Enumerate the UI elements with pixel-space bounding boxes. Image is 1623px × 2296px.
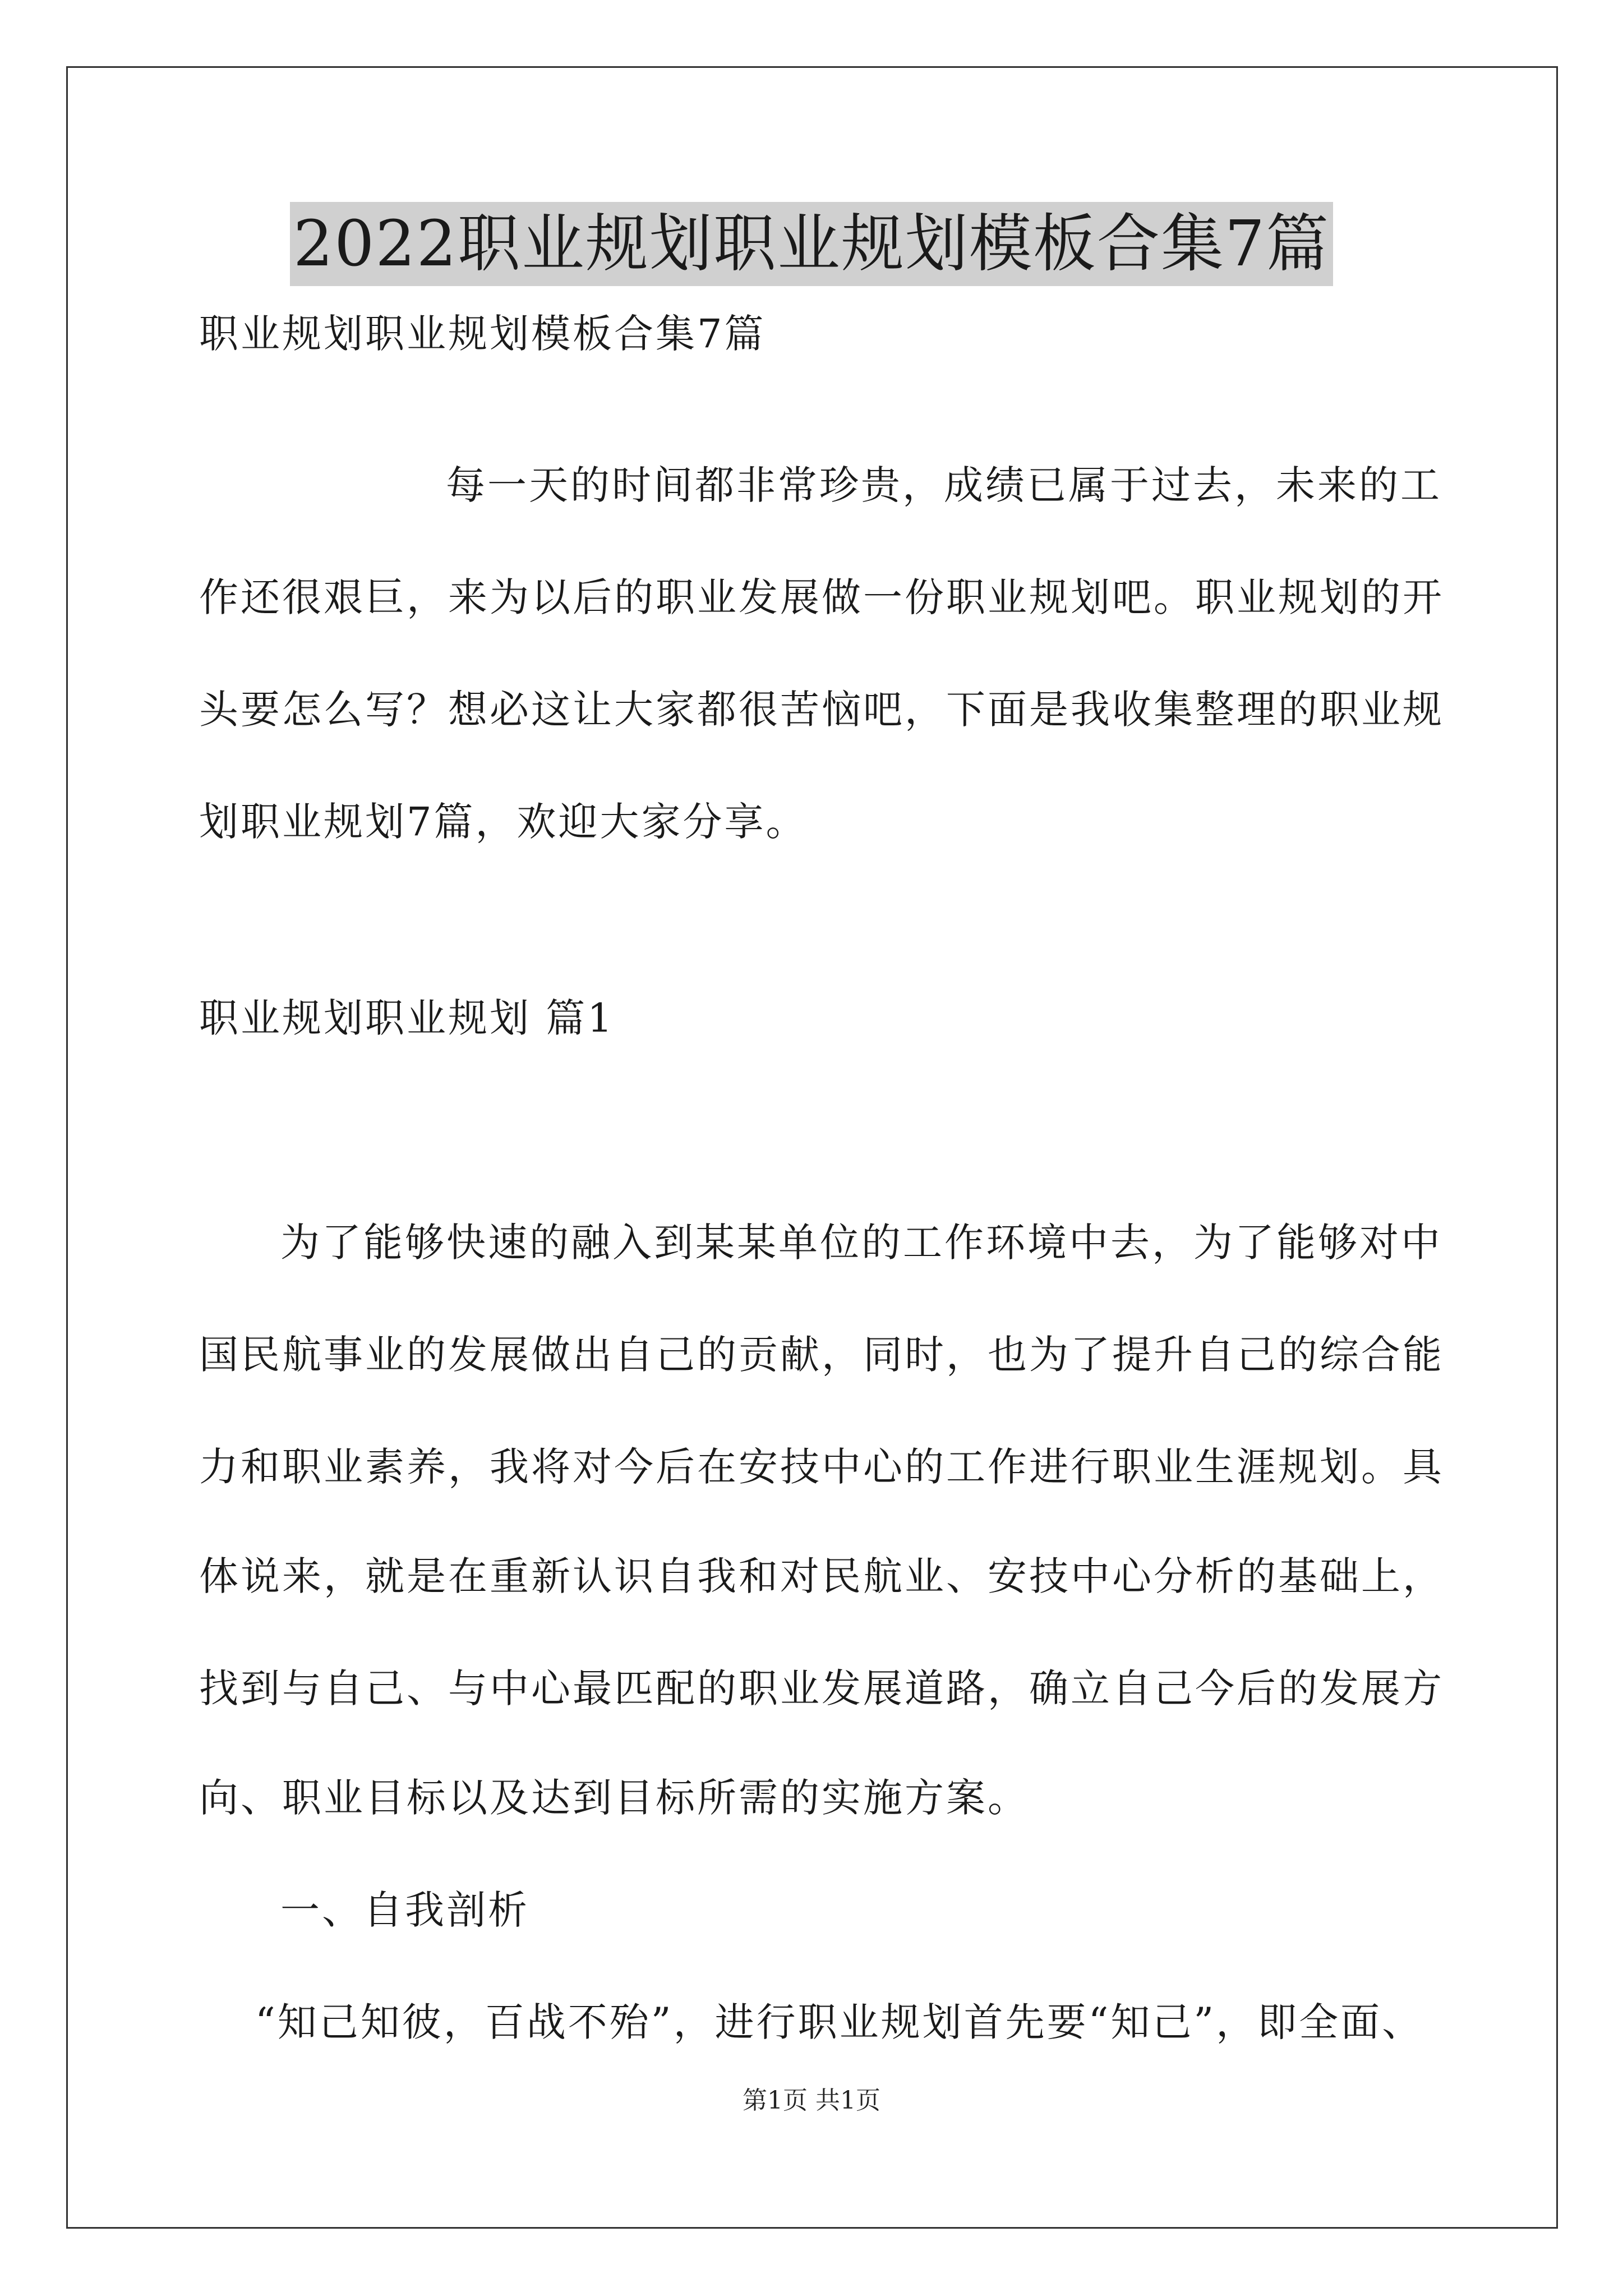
- section-heading: 职业规划职业规划 篇1: [199, 995, 615, 1041]
- subsection-heading: 一、自我剖析: [280, 1887, 529, 1933]
- body-line-6: 向、职业目标以及达到目标所需的实施方案。: [199, 1775, 1029, 1821]
- body-line-4: 体说来，就是在重新认识自我和对民航业、安技中心分析的基础上，: [199, 1553, 1444, 1599]
- body-line-7: “知己知彼，百战不殆”，进行职业规划首先要“知己”，即全面、: [255, 1999, 1424, 2045]
- intro-line-4: 划职业规划7篇，欢迎大家分享。: [199, 799, 808, 845]
- body-line-3: 力和职业素养，我将对今后在安技中心的工作进行职业生涯规划。具: [199, 1444, 1444, 1490]
- body-line-5: 找到与自己、与中心最匹配的职业发展道路，确立自己今后的发展方: [199, 1665, 1444, 1711]
- intro-line-2: 作还很艰巨，来为以后的职业发展做一份职业规划吧。职业规划的开: [199, 574, 1444, 620]
- body-line-2: 国民航事业的发展做出自己的贡献，同时，也为了提升自己的综合能: [199, 1332, 1444, 1378]
- intro-line-1: 每一天的时间都非常珍贵，成绩已属于过去，未来的工: [446, 462, 1442, 508]
- body-line-1: 为了能够快速的融入到某某单位的工作环境中去，为了能够对中: [280, 1220, 1442, 1266]
- title-container: [0, 202, 1623, 286]
- subtitle-line: 职业规划职业规划模板合集7篇: [199, 311, 766, 357]
- page-footer: 第1页 共1页: [743, 2086, 880, 2115]
- intro-line-3: 头要怎么写？想必这让大家都很苦恼吧，下面是我收集整理的职业规: [199, 687, 1444, 733]
- document-title: 2022职业规划职业规划模板合集7篇: [290, 202, 1333, 286]
